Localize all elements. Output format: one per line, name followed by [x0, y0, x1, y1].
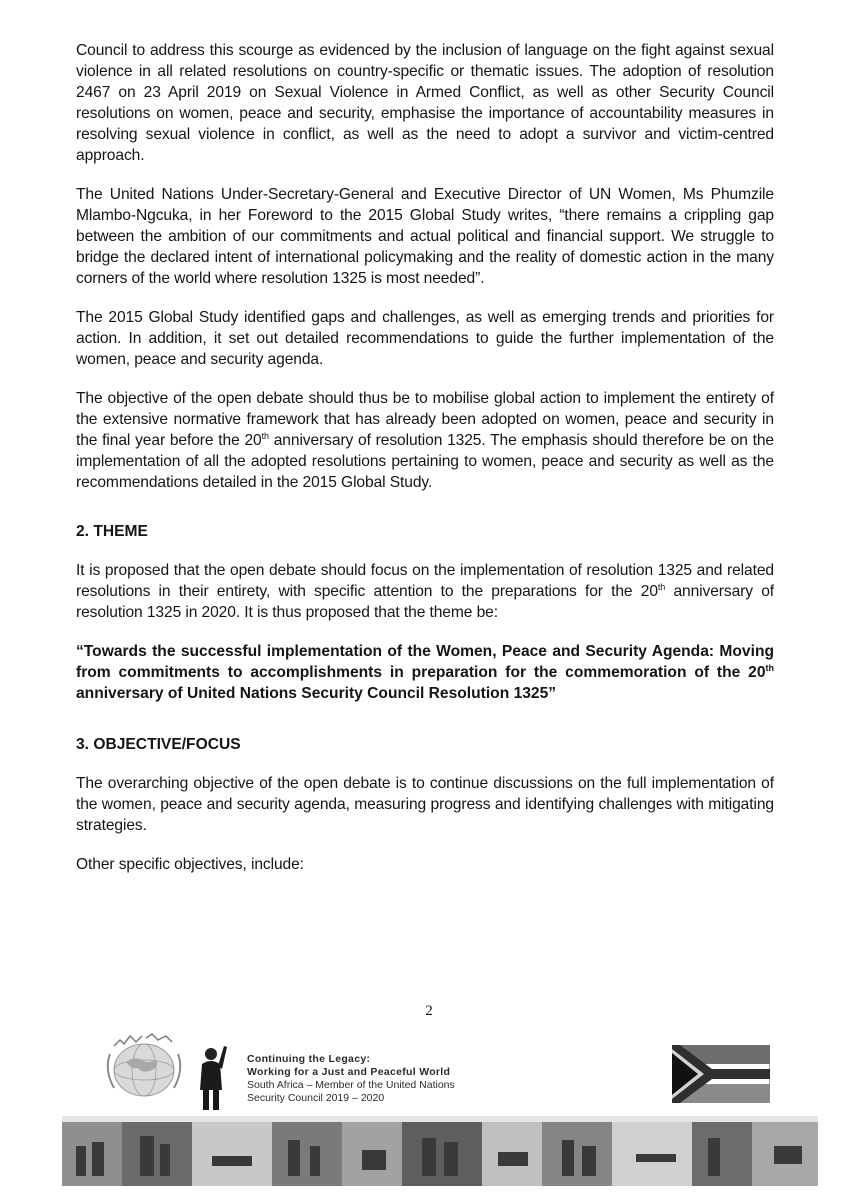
paragraph-global-study: The 2015 Global Study identified gaps and challenges, as well as emerging trends and priorities for action. In addition, it set out detailed recommendations to guide the further implementation of the women, peace and security agenda. [76, 309, 774, 368]
waving-figure-icon [190, 1028, 232, 1112]
paragraph-text: It is proposed that the open debate should focus on the implementation of resolution 1325 and related resolutions in their entirety, with specific attention to the preparations for the 20 [76, 562, 774, 600]
footer-line-3: South Africa – Member of the United Nations [247, 1079, 455, 1091]
footer-line-2: Working for a Just and Peaceful World [247, 1066, 451, 1078]
un-globe-logo-icon [96, 1024, 192, 1108]
quote-text: anniversary of United Nations Security Council Resolution 1325” [76, 685, 557, 702]
paragraph-text: anniversary of resolution 1325 in 2020. It is thus proposed that the theme be: [76, 583, 775, 621]
paragraph-text: anniversary of resolution 1325. The emphasis should therefore be on the implementation of all the adopted resolutions pertaining to women, peace and security as well as the recommendations detailed in the 2015 Global Study. [76, 432, 775, 491]
paragraph-text: The objective of the open debate should thus be to mobilise global action to implement the entirety of the extensive normative framework that has already been adopted on women, peace and security in the final year before the 20 [76, 390, 774, 449]
paragraph-sexual-violence: Council to address this scourge as evidenced by the inclusion of language on the fight against sexual violence in all related resolutions on country-specific or thematic issues. The adoption of resolution 2467 on 23 April 2019 on Sexual Violence in Armed Conflict, as well as other Security Council resolutions on women, peace and security, emphasise the importance of accountability measures in resolving sexual violence in conflict, as well as the need to adopt a survivor and victim-centred approach. [76, 42, 774, 164]
paragraph-other-objectives: Other specific objectives, include: [76, 856, 304, 873]
superscript: th [765, 662, 774, 673]
paragraph-objective: The overarching objective of the open debate is to continue discussions on the full implementation of the women, peace and security agenda, measuring progress and identifying challenges with mitigating strategies. [76, 775, 774, 834]
footer-line-1: Continuing the Legacy: [247, 1053, 371, 1065]
theme-quote [76, 641, 774, 704]
quote-text: “Towards the successful implementation of the Women, Peace and Security Agenda: Moving from commitments to accomplishments in preparation for the commemoration of the 20 [76, 643, 774, 681]
page-number: 2 [425, 1003, 433, 1019]
south-africa-flag-icon [672, 1045, 770, 1103]
paragraph-foreword-quote: The United Nations Under-Secretary-General and Executive Director of UN Women, Ms Phumzile Mlambo-Ngcuka, in her Foreword to the 2015 Global Study writes, “there remains a crippling gap between the ambition of our commitments and actual political and financial support. We struggle to bridge the declared intent of international policymaking and the reality of domestic action in the many corners of the world where resolution 1325 is most needed”. [76, 186, 774, 287]
paragraph-theme [76, 560, 774, 623]
document-body [76, 40, 774, 893]
footer-slogan [247, 1053, 455, 1105]
paragraph-objective-debate [76, 388, 774, 493]
photo-collage-strip [62, 1116, 818, 1186]
superscript: th [657, 581, 666, 592]
section-heading-theme: 2. THEME [76, 523, 148, 540]
footer-line-4: Security Council 2019 – 2020 [247, 1092, 385, 1104]
section-heading-objective: 3. OBJECTIVE/FOCUS [76, 736, 241, 753]
superscript: th [261, 430, 269, 441]
